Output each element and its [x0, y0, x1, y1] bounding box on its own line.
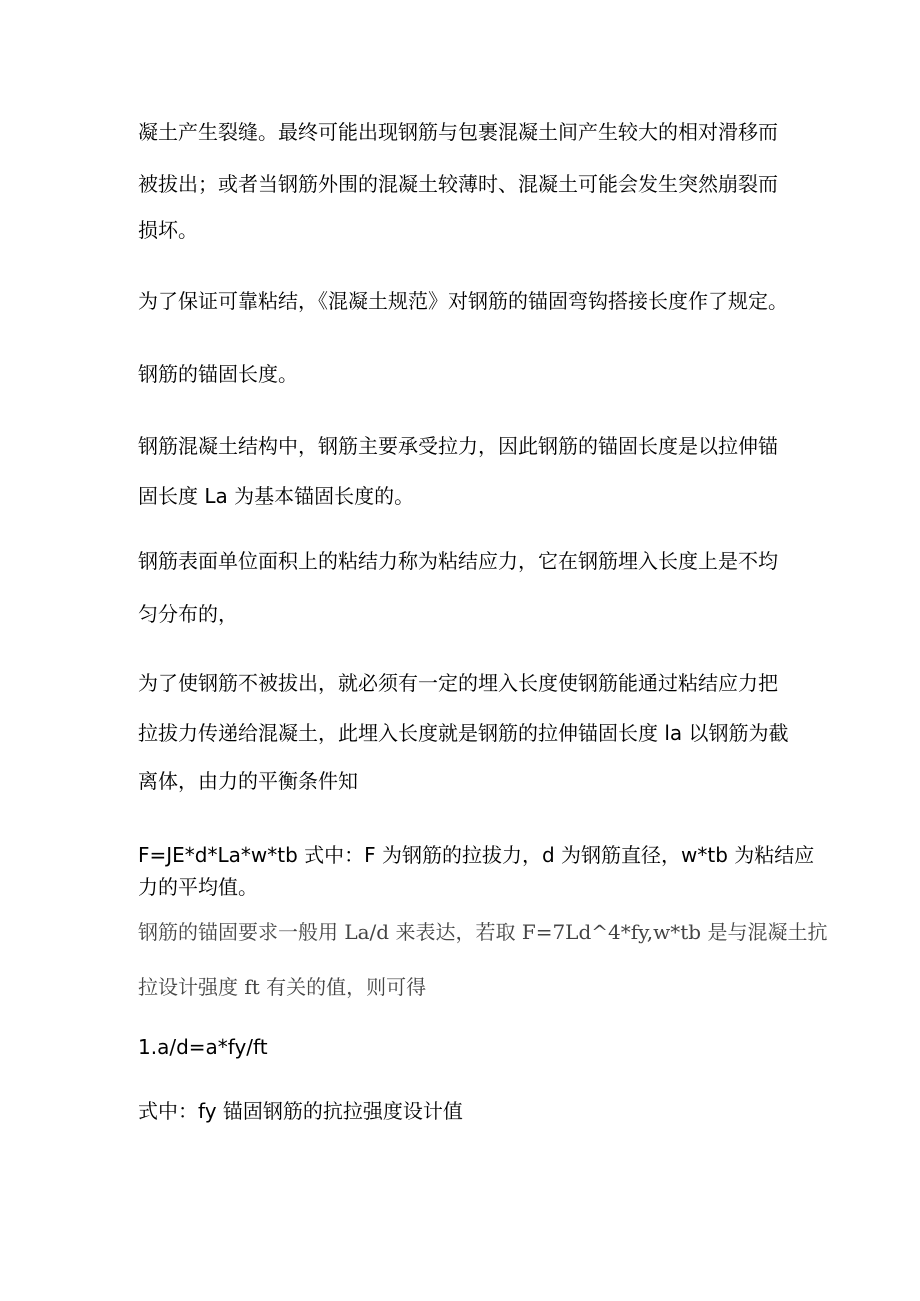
text-line: 为了使钢筋不被拔出，就必须有一定的埋入长度使钢筋能通过粘结应力把: [138, 671, 778, 695]
text-line: 凝土产生裂缝。最终可能出现钢筋与包裹混凝土间产生较大的相对滑移而: [138, 120, 778, 144]
text-line: 损坏。: [138, 218, 198, 242]
text-line: 离体，由力的平衡条件知: [138, 769, 358, 793]
section-heading: 钢筋的锚固长度。: [138, 362, 298, 386]
text-line: 钢筋混凝土结构中，钢筋主要承受拉力，因此钢筋的锚固长度是以拉伸锚: [138, 434, 778, 458]
text-line: 钢筋的锚固要求一般用 La/d 来表达，若取 F=7Ld^4*fy,w*tb 是与混凝土抗: [138, 920, 828, 944]
formula-line: F=JE*d*La*w*tb 式中：F 为钢筋的拉拔力，d 为钢筋直径，w*tb 为粘结应: [138, 843, 815, 867]
text-line: 拉拔力传递给混凝土，此埋入长度就是钢筋的拉伸锚固长度 la 以钢筋为截: [138, 721, 789, 745]
text-line: 为了保证可靠粘结，《混凝土规范》对钢筋的锚固弯钩搭接长度作了规定。: [138, 289, 788, 313]
text-line: 匀分布的，: [138, 602, 238, 626]
text-line: 拉设计强度 ft 有关的值，则可得: [138, 975, 427, 999]
formula-line: 1.a/d=a*fy/ft: [138, 1035, 268, 1059]
text-line: 式中：fy 锚固钢筋的抗拉强度设计值: [138, 1099, 463, 1123]
text-line: 钢筋表面单位面积上的粘结力称为粘结应力，它在钢筋埋入长度上是不均: [138, 549, 778, 573]
text-line: 力的平均值。: [138, 875, 258, 899]
text-line: 被拔出；或者当钢筋外围的混凝土较薄时、混凝土可能会发生突然崩裂而: [138, 172, 778, 196]
text-line: 固长度 La 为基本锚固长度的。: [138, 484, 415, 508]
